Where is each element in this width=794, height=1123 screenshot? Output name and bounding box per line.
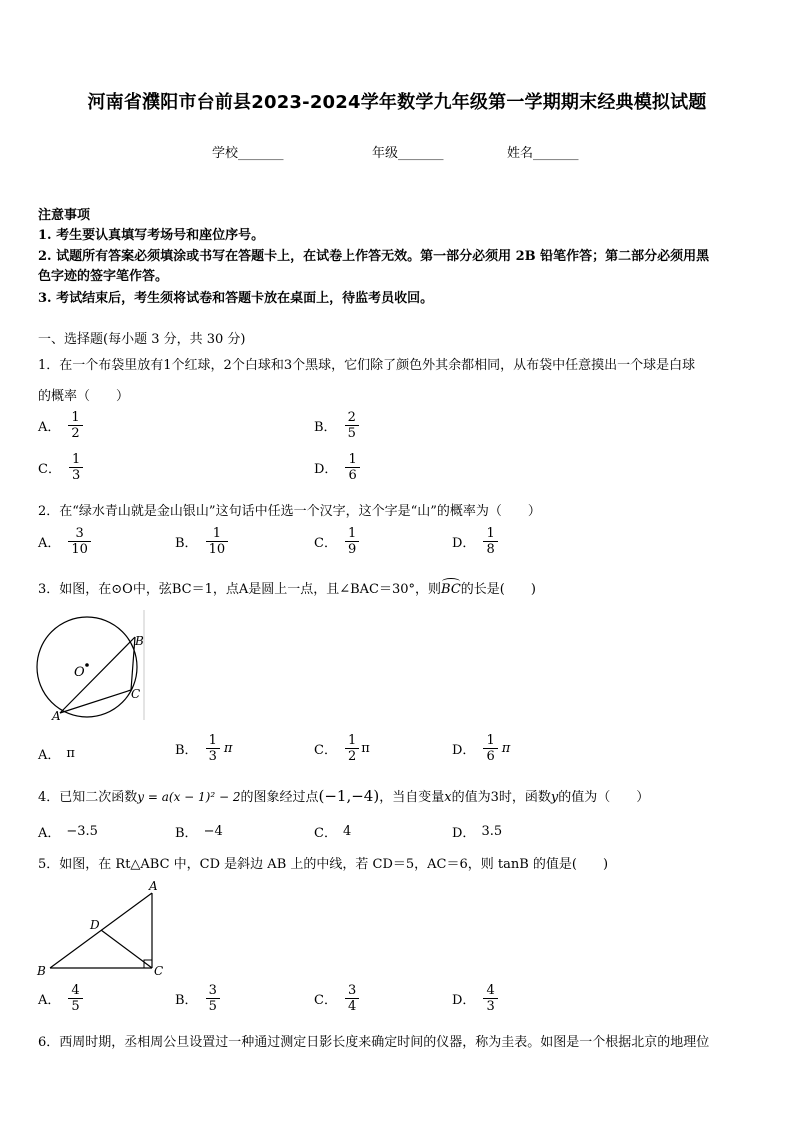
- notice-item: 1. 考生要认真填写考场号和座位序号。: [38, 228, 265, 243]
- q3-option-b[interactable]: B． $\frac{1}{3}$ π: [175, 733, 233, 764]
- option-label: D．: [452, 743, 476, 758]
- option-label: C．: [38, 462, 61, 477]
- option-label: A．: [38, 420, 61, 435]
- grade-label: 年级: [372, 146, 399, 161]
- option-label: B．: [175, 826, 198, 841]
- option-label: D．: [452, 536, 476, 551]
- fraction: $\frac{3}{4}$: [345, 983, 359, 1014]
- option-label: C．: [314, 826, 337, 841]
- fraction: $\frac{1}{6}$: [345, 452, 359, 483]
- option-value: −3.5: [66, 824, 98, 839]
- option-label: B．: [175, 743, 198, 758]
- fraction: $\frac{4}{3}$: [483, 983, 497, 1014]
- q3-option-a[interactable]: [38, 744, 75, 763]
- q1-option-a[interactable]: [38, 410, 85, 441]
- question-5-text: 5．如图，在 Rt△ABC 中，CD 是斜边 AB 上的中线，若 CD＝5，AC＝6，则 tanB 的值是( ): [38, 857, 609, 872]
- option-label: B．: [175, 993, 198, 1008]
- question-3-text: 3．如图，在⊙O中，弦BC＝1，点A是圆上一点，且∠BAC＝30°，则 BC的长是( ): [38, 578, 536, 597]
- name-label: 姓名: [507, 146, 534, 161]
- q5-option-b[interactable]: [175, 983, 222, 1014]
- fraction: $\frac{1}{6}$: [483, 733, 497, 764]
- fraction: $\frac{2}{5}$: [345, 410, 359, 441]
- notice-heading: 注意事项: [38, 208, 91, 223]
- fraction: $\frac{1}{2}$: [345, 733, 359, 764]
- label-b: B: [37, 964, 46, 978]
- option-label: D．: [452, 993, 476, 1008]
- option-label: C．: [314, 993, 337, 1008]
- option-value: 4: [342, 824, 352, 839]
- option-value: 3.5: [481, 824, 503, 839]
- label-a: A: [52, 709, 61, 723]
- q1-option-b[interactable]: [314, 410, 361, 441]
- fraction: $\frac{1}{3}$: [69, 452, 83, 483]
- option-label: D．: [314, 462, 338, 477]
- fraction: $\frac{1}{8}$: [483, 526, 497, 557]
- q5-option-c[interactable]: [314, 983, 361, 1014]
- notice-item: 2. 试题所有答案必须填涂或书写在答题卡上，在试卷上作答无效。第一部分必须用 2B 铅笔作答；第二部分必须用黑: [38, 249, 710, 264]
- option-label: A．: [38, 993, 61, 1008]
- q5-option-a[interactable]: [38, 983, 85, 1014]
- triangle-figure: [32, 878, 172, 982]
- fraction: $\frac{4}{5}$: [68, 983, 82, 1014]
- label-b: B: [135, 634, 144, 648]
- fraction: $\frac{3}{10}$: [68, 526, 91, 557]
- q4-option-c[interactable]: [314, 822, 351, 841]
- grade-blank: _______: [398, 146, 444, 161]
- question-2-text: 2．在“绿水青山就是金山银山”这句话中任选一个汉字，这个字是“山”的概率为（ ）: [38, 504, 541, 519]
- option-label: A．: [38, 748, 61, 763]
- q1-option-d[interactable]: [314, 452, 362, 483]
- q2-option-c[interactable]: [314, 526, 361, 557]
- formula: y = a(x − 1)² − 2: [137, 790, 241, 804]
- q2-option-a[interactable]: [38, 526, 93, 557]
- q1-option-c[interactable]: [38, 452, 85, 483]
- school-field[interactable]: [212, 142, 284, 161]
- label-c: C: [154, 964, 164, 978]
- label-c: C: [131, 687, 141, 701]
- label-d: D: [90, 918, 100, 932]
- name-blank: _______: [533, 146, 579, 161]
- option-label: B．: [314, 420, 337, 435]
- q4-option-d[interactable]: [452, 822, 502, 841]
- q3-option-c[interactable]: C． $\frac{1}{2}$ π: [314, 733, 370, 764]
- option-label: A．: [38, 536, 61, 551]
- point: (−1,−4): [318, 787, 380, 805]
- fraction: $\frac{1}{3}$: [206, 733, 220, 764]
- circle-figure: [32, 610, 152, 726]
- q4-option-a[interactable]: [38, 822, 98, 841]
- notice-item: 色字迹的签字笔作答。: [38, 269, 169, 284]
- q5-option-d[interactable]: [452, 983, 500, 1014]
- q3-option-d[interactable]: D． $\frac{1}{6}$ π: [452, 733, 511, 764]
- q4-option-b[interactable]: [175, 822, 223, 841]
- option-value: −4: [203, 824, 223, 839]
- fraction: $\frac{1}{9}$: [345, 526, 359, 557]
- fraction: $\frac{1}{2}$: [68, 410, 82, 441]
- fraction: $\frac{3}{5}$: [206, 983, 220, 1014]
- q2-option-d[interactable]: [452, 526, 500, 557]
- fraction: $\frac{1}{10}$: [206, 526, 229, 557]
- question-1-text: 1．在一个布袋里放有1个红球，2个白球和3个黑球，它们除了颜色外其余都相同，从布袋中任意摸出一个球是白球: [38, 358, 696, 373]
- section-heading: 一、选择题(每小题 3 分，共 30 分): [38, 332, 246, 347]
- option-label: C．: [314, 743, 337, 758]
- label-o: O: [74, 665, 85, 680]
- arc-bc: BC: [441, 582, 461, 597]
- q2-option-b[interactable]: [175, 526, 230, 557]
- option-label: A．: [38, 826, 61, 841]
- option-label: B．: [175, 536, 198, 551]
- grade-field[interactable]: [372, 142, 444, 161]
- option-label: C．: [314, 536, 337, 551]
- name-field[interactable]: [507, 142, 579, 161]
- school-blank: _______: [238, 146, 284, 161]
- option-label: D．: [452, 826, 476, 841]
- notice-item: 3. 考试结束后，考生须将试卷和答题卡放在桌面上，待监考员收回。: [38, 291, 434, 306]
- question-4-text: 4．已知二次函数y = a(x − 1)² − 2的图象经过点(−1,−4)，当自变量x的值为3时，函数y的值为（ ）: [38, 787, 650, 805]
- page-title: 河南省濮阳市台前县2023-2024学年数学九年级第一学期期末经典模拟试题: [87, 92, 707, 113]
- school-label: 学校: [212, 146, 239, 161]
- question-6-text: 6．西周时期，丞相周公旦设置过一种通过测定日影长度来确定时间的仪器，称为圭表。如图是一个根据北京的地理位: [38, 1035, 710, 1050]
- question-1-text-cont: 的概率（ ）: [38, 389, 130, 404]
- option-value: π: [66, 746, 75, 761]
- label-a: A: [149, 879, 158, 893]
